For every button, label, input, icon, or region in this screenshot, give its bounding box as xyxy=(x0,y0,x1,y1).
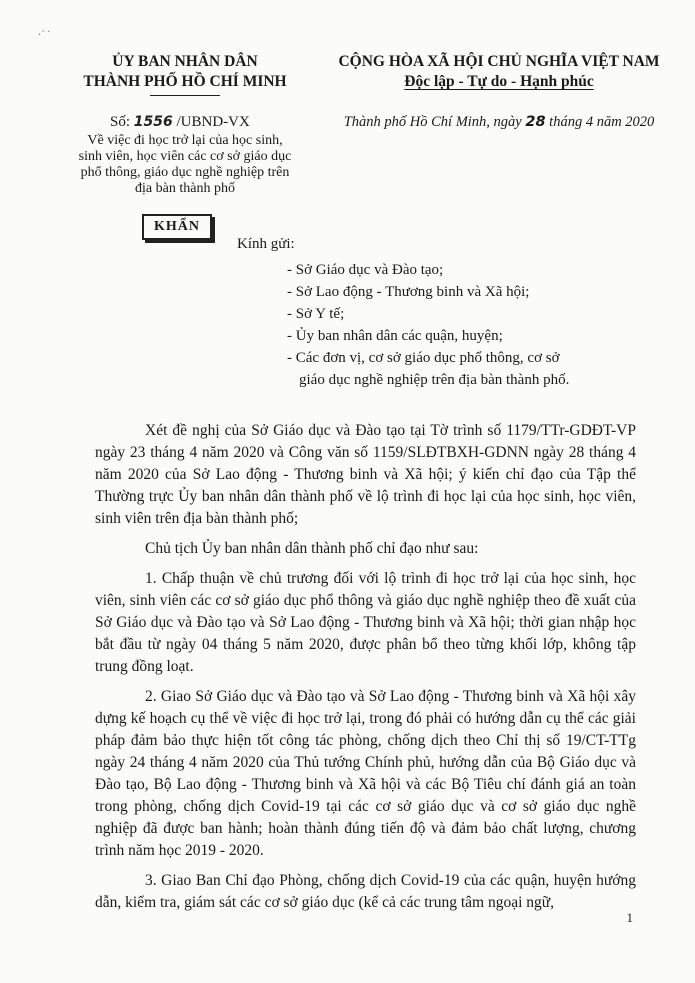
issuer-divider xyxy=(150,95,220,96)
urgent-stamp: KHẨN xyxy=(142,214,212,240)
doc-number-prefix: Số: xyxy=(110,114,134,130)
national-motto: Độc lập - Tự do - Hạnh phúc xyxy=(404,73,594,90)
subject-line: địa bàn thành phố xyxy=(135,181,235,196)
greeting: Kính gửi: xyxy=(237,236,295,252)
date-line xyxy=(318,114,680,131)
recipient-item: - Ủy ban nhân dân các quận, huyện; xyxy=(287,328,503,344)
recipient-item: - Sở Lao động - Thương binh và Xã hội; xyxy=(287,284,530,300)
subject-line: phổ thông, giáo dục nghề nghiệp trên xyxy=(80,165,290,180)
issuer-line-1: ỦY BAN NHÂN DÂN xyxy=(112,53,258,70)
national-header xyxy=(318,52,680,92)
doc-number-suffix: /UBND-VX xyxy=(172,114,250,130)
body-paragraph: Xét đề nghị của Sở Giáo dục và Đào tạo tại Tờ trình số 1179/TTr-GDĐT-VP ngày 23 tháng 4 năm 2020 và Công văn số 1159/SLĐTBXH-GDNN ngày 28 tháng 4 năm 2020 của Sở Lao động - Thương binh và Xã hội; ý kiến chỉ đạo của Tập thể Thường trực Ủy ban nhân dân thành phố về lộ trình đi học lại của học sinh, học viên, sinh viên trên địa bàn thành phố; xyxy=(95,422,636,527)
body-paragraph: 1. Chấp thuận về chủ trương đối với lộ trình đi học trở lại của học sinh, học viên, sinh viên các cơ sở giáo dục phổ thông và giáo dục nghề nghiệp theo đề xuất của Sở Giáo dục và Đào tạo và Sở Lao động - Thương binh và Xã hội; thời gian nhập học bắt đầu từ ngày 04 tháng 5 năm 2020, được phân bổ theo từng khối lớp, không tập trung đồng loạt. xyxy=(95,570,636,675)
date-day-handwritten: 28 xyxy=(525,114,546,130)
recipient-item: - Sở Y tế; xyxy=(287,306,345,322)
document-body xyxy=(95,420,636,922)
issuer-line-2: THÀNH PHỐ HỒ CHÍ MINH xyxy=(83,73,287,90)
national-title: CỘNG HÒA XÃ HỘI CHỦ NGHĨA VIỆT NAM xyxy=(338,53,660,70)
date-after: tháng 4 năm 2020 xyxy=(545,114,655,130)
body-paragraph: 2. Giao Sở Giáo dục và Đào tạo và Sở Lao động - Thương binh và Xã hội xây dựng kế hoạch cụ thể về việc đi học trở lại, trong đó phải có hướng dẫn cụ thể các giải pháp đảm bảo thực hiện tốt công tác phòng, chống dịch theo Chỉ thị số 19/CT-TTg ngày 24 tháng 4 năm 2020 của Thủ tướng Chính phủ, hướng dẫn của Bộ Giáo dục và Đào tạo, Bộ Lao động - Thương binh và Xã hội và các Bộ Tiêu chí đánh giá an toàn trong phòng, chống dịch Covid-19 tại các cơ sở giáo dục và cơ sở giáo dục nghề nghiệp đã được ban hành; hoàn thành đúng tiến độ và đảm bảo chất lượng, chương trình năm học 2019 - 2020. xyxy=(95,688,636,859)
body-paragraph: 3. Giao Ban Chỉ đạo Phòng, chống dịch Covid-19 của các quận, huyện hướng dẫn, kiểm tra, giám sát các cơ sở giáo dục (kể cả các trung tâm ngoại ngữ, xyxy=(95,872,636,911)
recipient-list xyxy=(287,259,569,391)
page-number: 1 xyxy=(626,910,633,925)
subject-line: sinh viên, học viên các cơ sở giáo dục xyxy=(78,149,292,164)
recipient-item-continued: giáo dục nghề nghiệp trên địa bàn thành phố. xyxy=(299,372,570,388)
issuer-header xyxy=(60,52,310,96)
document-number xyxy=(110,114,250,131)
body-paragraph: Chủ tịch Ủy ban nhân dân thành phố chỉ đạo như sau: xyxy=(145,540,479,557)
document-subject xyxy=(60,133,310,197)
subject-line: Về việc đi học trở lại của học sinh, xyxy=(87,133,283,148)
date-before: Thành phố Hồ Chí Minh, ngày xyxy=(343,114,526,130)
recipient-item: - Các đơn vị, cơ sở giáo dục phổ thông, cơ sở xyxy=(287,350,560,366)
doc-number-handwritten: 1556 xyxy=(133,114,173,130)
scan-specks: ·´ ˙ xyxy=(38,30,51,41)
recipient-item: - Sở Giáo dục và Đào tạo; xyxy=(287,262,444,278)
